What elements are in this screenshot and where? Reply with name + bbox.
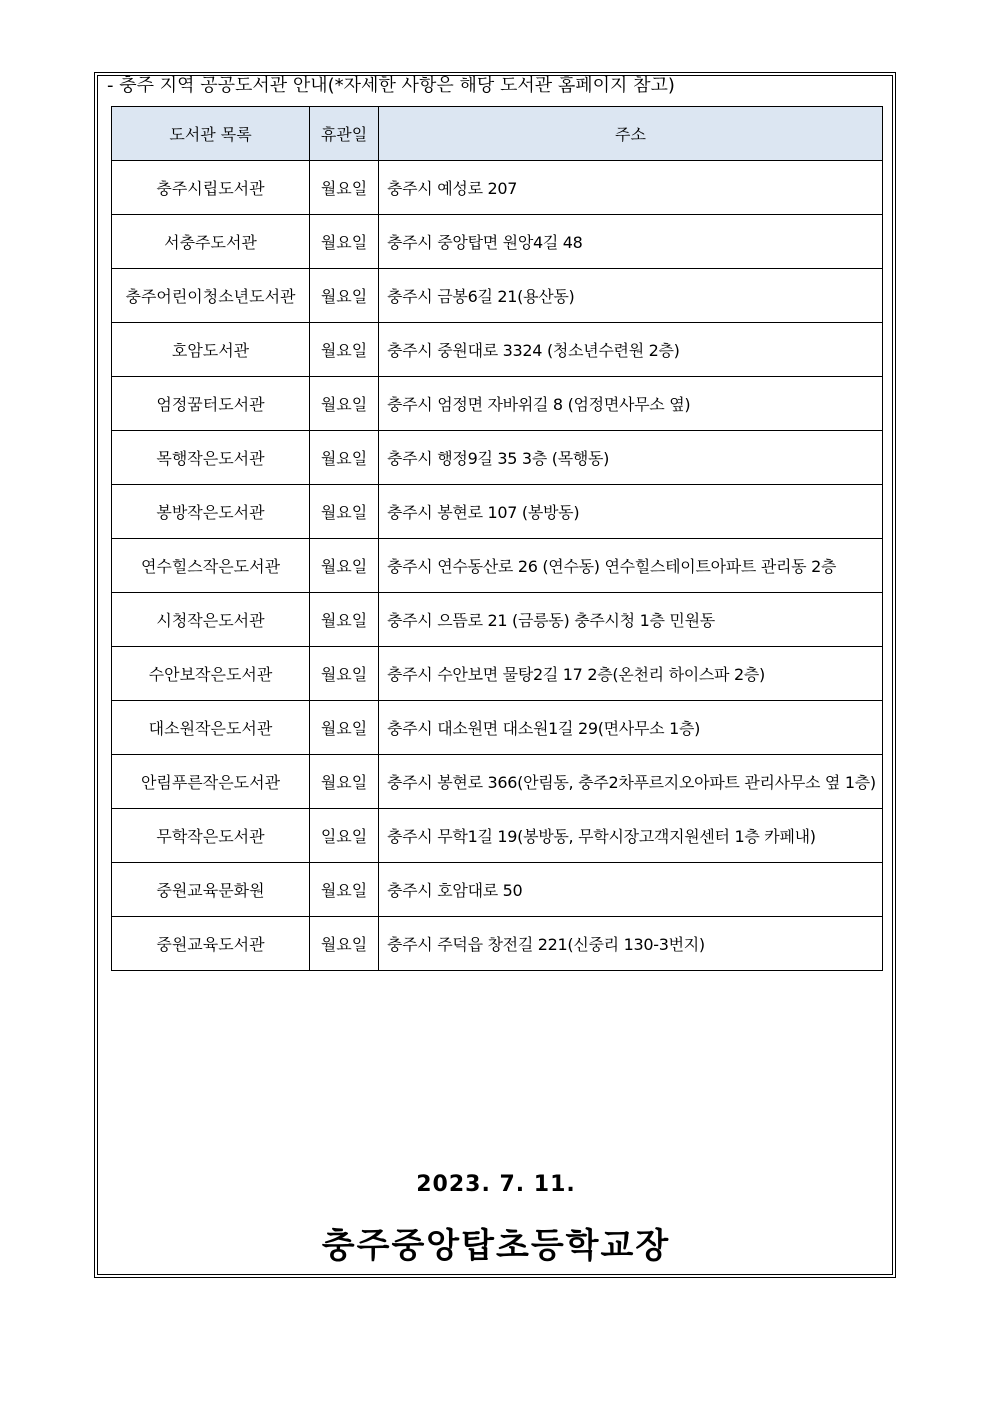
address-cell: 충주시 봉현로 366(안림동, 충주2차푸르지오아파트 관리사무소 옆 1층) [379, 755, 883, 809]
table-row [112, 917, 883, 971]
closed-day-cell: 월요일 [310, 377, 379, 431]
document-date: 2023. 7. 11. [416, 1172, 576, 1197]
closed-day-cell: 월요일 [310, 215, 379, 269]
library-name-cell: 대소원작은도서관 [112, 701, 310, 755]
closed-day-cell: 월요일 [310, 323, 379, 377]
address-cell: 충주시 대소원면 대소원1길 29(면사무소 1층) [379, 701, 883, 755]
address-cell: 충주시 중원대로 3324 (청소년수련원 2층) [379, 323, 883, 377]
closed-day-cell: 월요일 [310, 863, 379, 917]
library-name-cell: 호암도서관 [112, 323, 310, 377]
closed-day-cell: 월요일 [310, 431, 379, 485]
closed-day-cell: 월요일 [310, 485, 379, 539]
address-cell: 충주시 엄정면 자바위길 8 (엄정면사무소 옆) [379, 377, 883, 431]
address-cell: 충주시 예성로 207 [379, 161, 883, 215]
header-closed-day: 휴관일 [310, 107, 379, 161]
closed-day-cell: 월요일 [310, 269, 379, 323]
closed-day-cell: 월요일 [310, 917, 379, 971]
address-cell: 충주시 금봉6길 21(용산동) [379, 269, 883, 323]
address-cell: 충주시 무학1길 19(봉방동, 무학시장고객지원센터 1층 카페내) [379, 809, 883, 863]
table-row [112, 593, 883, 647]
table-row [112, 863, 883, 917]
table-row [112, 377, 883, 431]
library-table [111, 106, 883, 971]
library-name-cell: 충주시립도서관 [112, 161, 310, 215]
closed-day-cell: 월요일 [310, 593, 379, 647]
address-cell: 충주시 으뜸로 21 (금릉동) 충주시청 1층 민원동 [379, 593, 883, 647]
library-name-cell: 충주어린이청소년도서관 [112, 269, 310, 323]
library-name-cell: 안림푸른작은도서관 [112, 755, 310, 809]
address-cell: 충주시 수안보면 물탕2길 17 2층(온천리 하이스파 2층) [379, 647, 883, 701]
table-row [112, 215, 883, 269]
section-heading: - 충주 지역 공공도서관 안내(*자세한 사항은 해당 도서관 홈페이지 참고) [107, 75, 675, 96]
address-cell: 충주시 봉현로 107 (봉방동) [379, 485, 883, 539]
header-address: 주소 [379, 107, 883, 161]
library-name-cell: 서충주도서관 [112, 215, 310, 269]
header-library-name: 도서관 목록 [112, 107, 310, 161]
closed-day-cell: 월요일 [310, 755, 379, 809]
table-row [112, 431, 883, 485]
table-row [112, 161, 883, 215]
closed-day-cell: 월요일 [310, 539, 379, 593]
library-name-cell: 봉방작은도서관 [112, 485, 310, 539]
address-cell: 충주시 중앙탑면 원앙4길 48 [379, 215, 883, 269]
table-header-row [112, 107, 883, 161]
table-row [112, 701, 883, 755]
library-name-cell: 엄정꿈터도서관 [112, 377, 310, 431]
address-cell: 충주시 행정9길 35 3층 (목행동) [379, 431, 883, 485]
library-name-cell: 무학작은도서관 [112, 809, 310, 863]
table-row [112, 323, 883, 377]
library-name-cell: 중원교육문화원 [112, 863, 310, 917]
library-name-cell: 연수힐스작은도서관 [112, 539, 310, 593]
table-row [112, 647, 883, 701]
library-name-cell: 시청작은도서관 [112, 593, 310, 647]
closed-day-cell: 월요일 [310, 701, 379, 755]
library-name-cell: 수안보작은도서관 [112, 647, 310, 701]
address-cell: 충주시 주덕읍 창전길 221(신중리 130-3번지) [379, 917, 883, 971]
issuer-signature: 충주중앙탑초등학교장 [321, 1226, 671, 1266]
closed-day-cell: 월요일 [310, 161, 379, 215]
table-row [112, 269, 883, 323]
closed-day-cell: 일요일 [310, 809, 379, 863]
table-row [112, 539, 883, 593]
library-name-cell: 중원교육도서관 [112, 917, 310, 971]
table-row [112, 485, 883, 539]
table-row [112, 755, 883, 809]
closed-day-cell: 월요일 [310, 647, 379, 701]
address-cell: 충주시 호암대로 50 [379, 863, 883, 917]
library-name-cell: 목행작은도서관 [112, 431, 310, 485]
address-cell: 충주시 연수동산로 26 (연수동) 연수힐스테이트아파트 관리동 2층 [379, 539, 883, 593]
table-row [112, 809, 883, 863]
